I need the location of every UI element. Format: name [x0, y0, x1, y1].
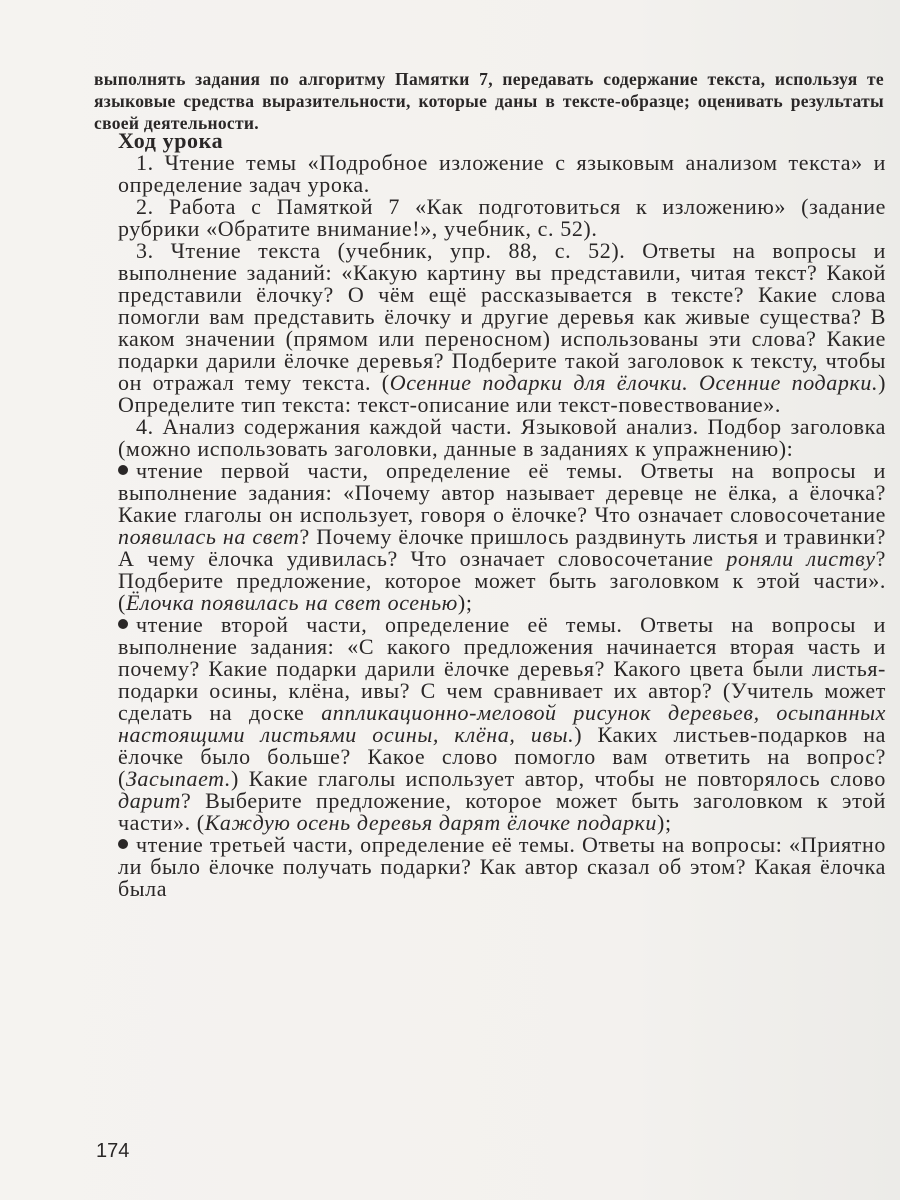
bullet-part-3	[118, 834, 886, 900]
bullet-part-1	[118, 460, 886, 614]
section-heading: Ход урока	[118, 128, 224, 153]
bullet-3-text: чтение третьей части, определение её темы. Ответы на вопросы: «Приятно ли было ёлочке получать подарки? Как автор сказал об этом? Какая ёлочка была	[118, 832, 886, 901]
bullet-1-text-d: );	[457, 590, 473, 615]
step-2: 2. Работа с Памяткой 7 «Как подготовиться к изложению» (задание рубрики «Обратите внимание!», учебник, с. 52).	[118, 194, 886, 241]
bullet-2-text-d: ? Выберите предложение, которое может быть заголовком к этой части». (	[118, 788, 886, 835]
lesson-body	[118, 130, 886, 900]
step-3-text-a: 3. Чтение текста (учебник, упр. 88, с. 52). Ответы на вопросы и выполнение заданий: «Какую картину вы представили, читая текст? Какой представили ёлочку? О чём ещё рассказывается в тексте? Какие слова помогли вам представить ёлочку и другие деревья как живые существа? В каком значении (прямом или переносном) использованы эти слова? Какие подарки дарили ёлочке деревья? Подберите такой заголовок к тексту, чтобы он отражал тему текста. (	[118, 238, 886, 395]
bullet-1-italic-1: появилась на свет	[118, 524, 300, 549]
bullet-part-2	[118, 614, 886, 834]
step-3	[118, 240, 886, 416]
bullet-1-text-b: ? Почему ёлочке пришлось раздвинуть листья и травинки? А чему ёлочка удивилась? Что означает словосочетание	[118, 524, 886, 571]
bullet-2-italic-4: Каждую осень деревья дарят ёлочке подарки	[204, 810, 658, 835]
bullet-2-text-c: ) Какие глаголы использует автор, чтобы не повторялось слово	[231, 766, 886, 791]
bullet-1-italic-2: роняли листву	[726, 546, 876, 571]
bullet-1-italic-3: Ёлочка появилась на свет осенью	[125, 590, 458, 615]
page-number: 174	[96, 1140, 130, 1162]
bullet-2-italic-2: Засыпает.	[125, 766, 232, 791]
bullet-1-text-c: ? Подберите предложение, которое может быть заголовком к этой части». (	[118, 546, 886, 615]
bullet-icon	[118, 619, 128, 629]
bullet-2-text-e: );	[657, 810, 672, 835]
bullet-2-text-b: ) Каких листьев-подарков на ёлочке было больше? Какое слово помогло вам ответить на вопрос? (	[118, 722, 886, 791]
step-4: 4. Анализ содержания каждой части. Языковой анализ. Подбор заголовка (можно использовать заголовки, данные в заданиях к упражнению):	[118, 414, 886, 461]
bullet-icon	[118, 465, 128, 475]
bullet-2-italic-1: аппликационно-меловой рисунок деревьев, осыпанных настоящими листьями осины, клёна, ивы.	[118, 700, 886, 747]
bullet-icon	[118, 839, 128, 849]
intro-paragraph: выполнять задания по алгоритму Памятки 7, передавать содержание текста, используя те языковые средства выразительности, которые даны в тексте-образце; оценивать результаты своей деятельности.	[94, 69, 884, 133]
step-3-text-b: ) Определите тип текста: текст-описание или текст-повествование».	[118, 370, 886, 417]
step-3-italic-title: Осенние подарки для ёлочки. Осенние подарки.	[389, 370, 879, 395]
step-1: 1. Чтение темы «Подробное изложение с языковым анализом текста» и определение задач урока.	[118, 150, 886, 197]
bullet-1-text-a: чтение первой части, определение её темы. Ответы на вопросы и выполнение задания: «Почему автор называет деревце не ёлка, а ёлочка? Какие глаголы он использует, говоря о ёлочке? Что означает словосочетание	[118, 458, 886, 527]
bullet-2-text-a: чтение второй части, определение её темы. Ответы на вопросы и выполнение задания: «С какого предложения начинается вторая часть и почему? Какие подарки дарили ёлочке деревья? Какого цвета были листья-подарки осины, клёна, ивы? С чем сравнивает их автор? (Учитель может сделать на доске	[118, 612, 886, 725]
bullet-2-italic-3: дарит	[118, 788, 182, 813]
